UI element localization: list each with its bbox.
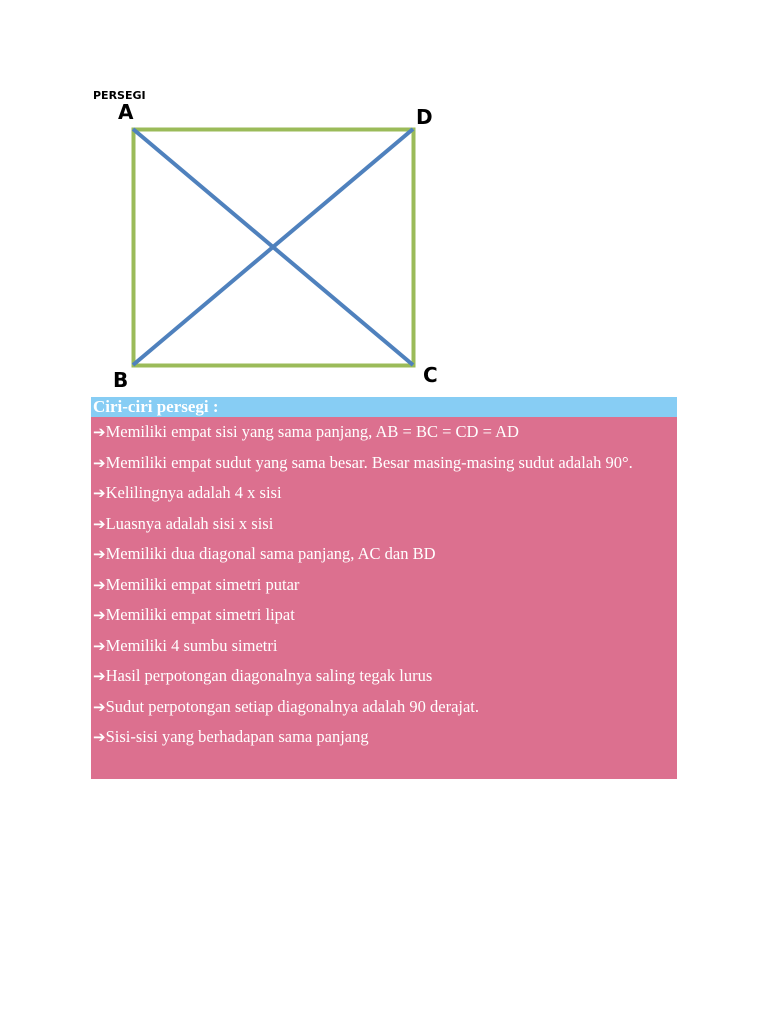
arrow-icon: ➔ <box>93 453 106 472</box>
properties-panel <box>91 397 677 779</box>
list-item <box>93 482 675 504</box>
arrow-icon: ➔ <box>93 484 106 502</box>
vertex-label-b: B <box>113 368 129 392</box>
square-diagram <box>0 0 768 400</box>
properties-list <box>91 417 677 748</box>
list-item <box>93 604 675 626</box>
arrow-icon: ➔ <box>93 575 106 594</box>
arrow-icon: ➔ <box>93 697 106 716</box>
list-item <box>93 543 675 565</box>
arrow-icon: ➔ <box>93 728 106 746</box>
list-item <box>93 635 675 657</box>
arrow-icon: ➔ <box>93 636 106 655</box>
list-item <box>93 665 675 687</box>
list-item-text: Kelilingnya adalah 4 x sisi <box>105 483 282 502</box>
list-item <box>93 452 675 474</box>
list-item-text: Memiliki empat sudut yang sama besar. Besar masing-masing sudut adalah 90°. <box>105 452 633 472</box>
vertex-label-d: D <box>416 105 433 129</box>
list-item-text: Sisi-sisi yang berhadapan sama panjang <box>105 727 369 746</box>
list-item <box>93 421 675 443</box>
list-item-text: Luasnya adalah sisi x sisi <box>105 513 274 533</box>
arrow-icon: ➔ <box>93 606 106 624</box>
arrow-icon: ➔ <box>93 545 106 563</box>
properties-heading: Ciri-ciri persegi : <box>91 397 677 417</box>
arrow-icon: ➔ <box>93 514 106 533</box>
list-item-text: Memiliki 4 sumbu simetri <box>105 635 278 655</box>
arrow-icon: ➔ <box>93 423 106 441</box>
list-item-text: Memiliki empat simetri putar <box>105 574 300 594</box>
list-item <box>93 513 675 535</box>
list-item-text: Memiliki empat simetri lipat <box>105 605 295 624</box>
list-item <box>93 574 675 596</box>
arrow-icon: ➔ <box>93 667 106 685</box>
list-item <box>93 726 675 748</box>
vertex-label-a: A <box>118 100 134 124</box>
vertex-label-c: C <box>423 363 438 387</box>
list-item-text: Sudut perpotongan setiap diagonalnya adalah 90 derajat. <box>105 696 480 716</box>
list-item-text: Memiliki dua diagonal sama panjang, AC dan BD <box>105 544 436 563</box>
list-item-text: Hasil perpotongan diagonalnya saling tegak lurus <box>105 666 433 685</box>
list-item <box>93 696 675 718</box>
list-item-text: Memiliki empat sisi yang sama panjang, AB = BC = CD = AD <box>105 422 519 441</box>
figure-title: PERSEGI <box>93 89 146 102</box>
